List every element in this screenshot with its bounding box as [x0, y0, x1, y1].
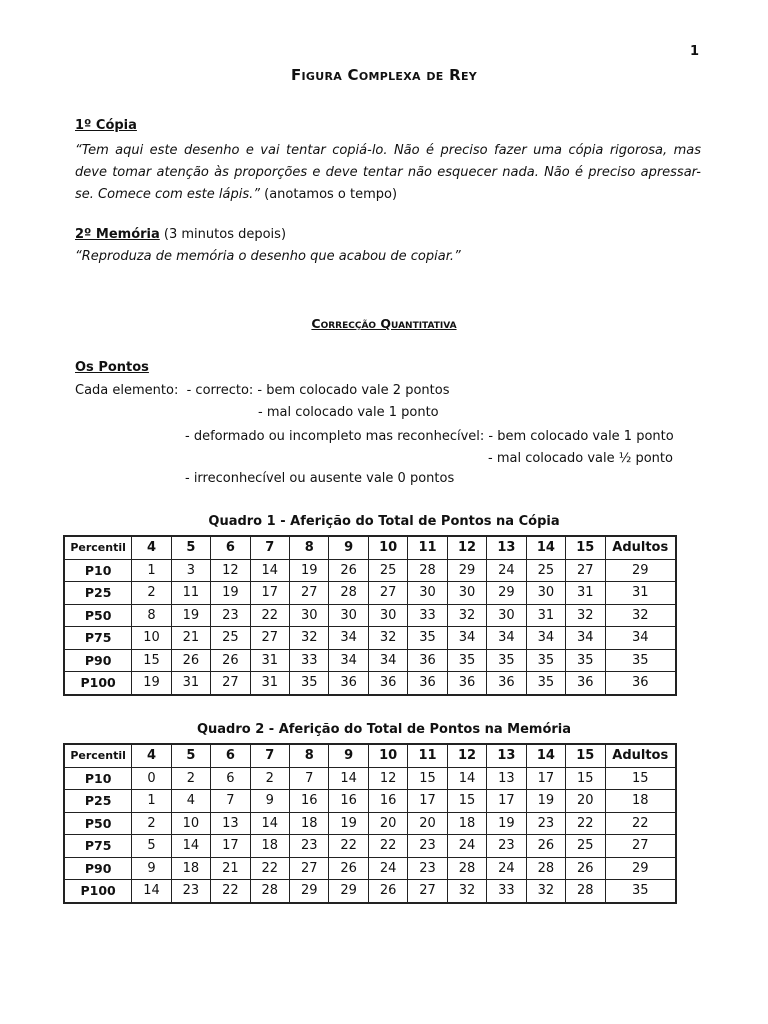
table-cell: 10: [171, 812, 210, 835]
table-1-title: Quadro 1 - Aferição do Total de Pontos na Cópia: [208, 514, 560, 529]
table-cell: 10: [132, 627, 171, 650]
table-cell: 20: [368, 812, 407, 835]
table-cell: 22: [368, 835, 407, 858]
table-cell: 9: [250, 790, 289, 813]
row-label-cell: P50: [64, 812, 132, 835]
table-cell: 33: [408, 604, 447, 627]
quantitative-heading: Correcção Quantitativa: [311, 316, 457, 331]
table-cell: 7: [211, 790, 250, 813]
memory-heading-line: [75, 224, 286, 246]
table-2-header-row: [64, 744, 676, 767]
table-cell: 14: [250, 812, 289, 835]
table-cell: 25: [526, 559, 565, 582]
table-cell: 30: [447, 582, 486, 605]
column-header: Adultos: [605, 536, 676, 559]
table-cell: 32: [526, 880, 565, 903]
points-line-2: - mal colocado vale 1 ponto: [258, 405, 439, 420]
memory-note: (3 minutos depois): [159, 227, 287, 242]
table-1-header-row: [64, 536, 676, 559]
table-cell: 32: [447, 880, 486, 903]
table-cell: 12: [368, 767, 407, 790]
table-cell: 8: [132, 604, 171, 627]
table-cell: 28: [329, 582, 368, 605]
table-cell: 2: [171, 767, 210, 790]
table-cell: 19: [132, 672, 171, 695]
table-2: [63, 743, 677, 904]
table-cell: 33: [290, 649, 329, 672]
table-cell: 29: [487, 582, 526, 605]
table-cell: 19: [329, 812, 368, 835]
row-label-cell: P90: [64, 857, 132, 880]
table-cell: 16: [290, 790, 329, 813]
points-heading: Os Pontos: [75, 360, 149, 375]
row-label-cell: P75: [64, 835, 132, 858]
table-cell: 36: [605, 672, 676, 695]
table-cell: 14: [250, 559, 289, 582]
table-cell: 32: [566, 604, 605, 627]
row-label-cell: P100: [64, 880, 132, 903]
table-cell: 22: [250, 857, 289, 880]
table-cell: 13: [211, 812, 250, 835]
table-cell: 34: [487, 627, 526, 650]
row-label-cell: P10: [64, 559, 132, 582]
table-cell: 5: [132, 835, 171, 858]
table-cell: 12: [211, 559, 250, 582]
table-cell: 32: [447, 604, 486, 627]
page-number: 1: [690, 44, 700, 59]
table-row: [64, 812, 676, 835]
table-cell: 1: [132, 790, 171, 813]
table-1: [63, 535, 677, 696]
row-label-cell: P50: [64, 604, 132, 627]
table-cell: 27: [290, 582, 329, 605]
column-header: 14: [526, 536, 565, 559]
table-cell: 22: [605, 812, 676, 835]
table-cell: 30: [487, 604, 526, 627]
table-cell: 19: [487, 812, 526, 835]
table-cell: 29: [447, 559, 486, 582]
table-cell: 31: [171, 672, 210, 695]
column-header: 9: [329, 744, 368, 767]
table-cell: 36: [329, 672, 368, 695]
table-cell: 3: [171, 559, 210, 582]
table-cell: 17: [487, 790, 526, 813]
table-row: [64, 559, 676, 582]
table-cell: 20: [408, 812, 447, 835]
table-cell: 18: [605, 790, 676, 813]
table-cell: 15: [605, 767, 676, 790]
table-cell: 27: [566, 559, 605, 582]
column-header: Percentil: [64, 536, 132, 559]
table-cell: 30: [290, 604, 329, 627]
column-header: 14: [526, 744, 565, 767]
table-row: [64, 857, 676, 880]
table-row: [64, 627, 676, 650]
table-cell: 19: [526, 790, 565, 813]
table-cell: 21: [211, 857, 250, 880]
table-cell: 0: [132, 767, 171, 790]
table-cell: 27: [290, 857, 329, 880]
table-row: [64, 880, 676, 903]
table-cell: 26: [211, 649, 250, 672]
table-cell: 29: [329, 880, 368, 903]
table-cell: 24: [368, 857, 407, 880]
row-label-cell: P10: [64, 767, 132, 790]
table-cell: 23: [408, 857, 447, 880]
table-cell: 24: [487, 559, 526, 582]
table-cell: 17: [408, 790, 447, 813]
table-cell: 19: [171, 604, 210, 627]
table-cell: 31: [605, 582, 676, 605]
table-cell: 36: [368, 672, 407, 695]
table-cell: 27: [211, 672, 250, 695]
table-cell: 31: [250, 649, 289, 672]
table-cell: 20: [566, 790, 605, 813]
row-label-cell: P75: [64, 627, 132, 650]
table-cell: 13: [487, 767, 526, 790]
table-1-body: [64, 559, 676, 695]
table-cell: 30: [329, 604, 368, 627]
table-cell: 21: [171, 627, 210, 650]
table-cell: 4: [171, 790, 210, 813]
table-cell: 26: [526, 835, 565, 858]
row-label-cell: P100: [64, 672, 132, 695]
table-cell: 32: [605, 604, 676, 627]
table-cell: 34: [605, 627, 676, 650]
table-cell: 35: [605, 649, 676, 672]
table-cell: 23: [408, 835, 447, 858]
column-header: 15: [566, 744, 605, 767]
table-cell: 35: [408, 627, 447, 650]
column-header: 5: [171, 536, 210, 559]
table-cell: 7: [290, 767, 329, 790]
table-cell: 25: [566, 835, 605, 858]
memory-heading: 2º Memória: [75, 227, 160, 242]
table-cell: 27: [408, 880, 447, 903]
table-cell: 32: [368, 627, 407, 650]
copy-instruction-quote: “Tem aqui este desenho e vai tentar copiá-lo. Não é preciso fazer uma cópia rigorosa, mas deve tomar atenção às proporções e deve tentar não esquecer nada. Não é preciso apressar-se. Comece com este lápis.”: [75, 143, 701, 202]
table-row: [64, 582, 676, 605]
table-cell: 17: [526, 767, 565, 790]
table-cell: 28: [408, 559, 447, 582]
table-cell: 29: [290, 880, 329, 903]
row-label-cell: P90: [64, 649, 132, 672]
table-cell: 27: [605, 835, 676, 858]
table-cell: 36: [447, 672, 486, 695]
copy-heading: 1º Cópia: [75, 118, 137, 133]
table-cell: 23: [171, 880, 210, 903]
column-header: 10: [368, 744, 407, 767]
table-cell: 26: [566, 857, 605, 880]
table-cell: 27: [250, 627, 289, 650]
table-2-title: Quadro 2 - Aferição do Total de Pontos na Memória: [196, 722, 572, 737]
points-line-4: - mal colocado vale ½ ponto: [488, 451, 673, 466]
table-cell: 35: [526, 672, 565, 695]
copy-instruction-note: (anotamos o tempo): [259, 187, 398, 202]
table-cell: 34: [368, 649, 407, 672]
column-header: 6: [211, 744, 250, 767]
table-cell: 31: [250, 672, 289, 695]
table-row: [64, 767, 676, 790]
table-cell: 36: [487, 672, 526, 695]
column-header: Adultos: [605, 744, 676, 767]
row-label-cell: P25: [64, 582, 132, 605]
table-cell: 31: [566, 582, 605, 605]
table-cell: 19: [211, 582, 250, 605]
table-cell: 31: [526, 604, 565, 627]
table-cell: 28: [566, 880, 605, 903]
table-cell: 26: [329, 857, 368, 880]
table-cell: 35: [526, 649, 565, 672]
column-header: 12: [447, 744, 486, 767]
table-cell: 14: [447, 767, 486, 790]
table-cell: 2: [132, 812, 171, 835]
table-cell: 1: [132, 559, 171, 582]
table-cell: 26: [171, 649, 210, 672]
table-cell: 25: [368, 559, 407, 582]
page-title: Figura Complexa de Rey: [290, 66, 478, 84]
points-line-3: - deformado ou incompleto mas reconhecível: - bem colocado vale 1 ponto: [185, 429, 674, 444]
table-cell: 17: [250, 582, 289, 605]
table-cell: 36: [566, 672, 605, 695]
table-cell: 27: [368, 582, 407, 605]
table-cell: 29: [605, 857, 676, 880]
column-header: Percentil: [64, 744, 132, 767]
column-header: 9: [329, 536, 368, 559]
table-cell: 23: [211, 604, 250, 627]
copy-instruction: [75, 140, 701, 206]
column-header: 12: [447, 536, 486, 559]
table-cell: 11: [171, 582, 210, 605]
table-cell: 9: [132, 857, 171, 880]
table-cell: 16: [368, 790, 407, 813]
table-cell: 18: [447, 812, 486, 835]
table-cell: 34: [526, 627, 565, 650]
table-row: [64, 672, 676, 695]
table-cell: 30: [526, 582, 565, 605]
table-cell: 15: [566, 767, 605, 790]
column-header: 15: [566, 536, 605, 559]
column-header: 7: [250, 536, 289, 559]
table-cell: 26: [329, 559, 368, 582]
column-header: 7: [250, 744, 289, 767]
column-header: 11: [408, 744, 447, 767]
table-cell: 15: [408, 767, 447, 790]
table-cell: 14: [171, 835, 210, 858]
table-cell: 14: [132, 880, 171, 903]
table-cell: 18: [290, 812, 329, 835]
table-cell: 22: [566, 812, 605, 835]
table-cell: 30: [408, 582, 447, 605]
table-cell: 22: [329, 835, 368, 858]
table-cell: 19: [290, 559, 329, 582]
table-cell: 28: [250, 880, 289, 903]
column-header: 8: [290, 536, 329, 559]
table-cell: 36: [408, 649, 447, 672]
column-header: 11: [408, 536, 447, 559]
table-cell: 17: [211, 835, 250, 858]
table-cell: 18: [171, 857, 210, 880]
table-cell: 28: [447, 857, 486, 880]
table-cell: 33: [487, 880, 526, 903]
table-cell: 36: [408, 672, 447, 695]
table-cell: 18: [250, 835, 289, 858]
row-label-cell: P25: [64, 790, 132, 813]
table-cell: 35: [290, 672, 329, 695]
table-row: [64, 604, 676, 627]
table-cell: 23: [290, 835, 329, 858]
table-cell: 15: [132, 649, 171, 672]
table-cell: 29: [605, 559, 676, 582]
points-line-5: - irreconhecível ou ausente vale 0 pontos: [185, 471, 455, 486]
table-cell: 32: [290, 627, 329, 650]
table-cell: 34: [566, 627, 605, 650]
column-header: 4: [132, 744, 171, 767]
table-row: [64, 790, 676, 813]
table-cell: 24: [487, 857, 526, 880]
table-row: [64, 649, 676, 672]
table-cell: 35: [566, 649, 605, 672]
column-header: 13: [487, 744, 526, 767]
table-cell: 28: [526, 857, 565, 880]
table-cell: 35: [605, 880, 676, 903]
table-cell: 35: [447, 649, 486, 672]
table-cell: 30: [368, 604, 407, 627]
column-header: 4: [132, 536, 171, 559]
points-line-1: Cada elemento: - correcto: - bem colocado vale 2 pontos: [75, 383, 450, 398]
table-cell: 2: [250, 767, 289, 790]
table-cell: 15: [447, 790, 486, 813]
column-header: 10: [368, 536, 407, 559]
memory-instruction: “Reproduza de memória o desenho que acabou de copiar.”: [75, 249, 461, 264]
column-header: 8: [290, 744, 329, 767]
table-cell: 23: [487, 835, 526, 858]
table-cell: 14: [329, 767, 368, 790]
column-header: 5: [171, 744, 210, 767]
table-cell: 24: [447, 835, 486, 858]
table-row: [64, 835, 676, 858]
table-2-body: [64, 767, 676, 903]
table-cell: 35: [487, 649, 526, 672]
table-cell: 34: [447, 627, 486, 650]
column-header: 6: [211, 536, 250, 559]
table-cell: 34: [329, 627, 368, 650]
table-cell: 34: [329, 649, 368, 672]
table-cell: 22: [250, 604, 289, 627]
column-header: 13: [487, 536, 526, 559]
table-cell: 16: [329, 790, 368, 813]
table-cell: 6: [211, 767, 250, 790]
table-cell: 2: [132, 582, 171, 605]
table-cell: 26: [368, 880, 407, 903]
table-cell: 25: [211, 627, 250, 650]
table-cell: 22: [211, 880, 250, 903]
table-cell: 23: [526, 812, 565, 835]
